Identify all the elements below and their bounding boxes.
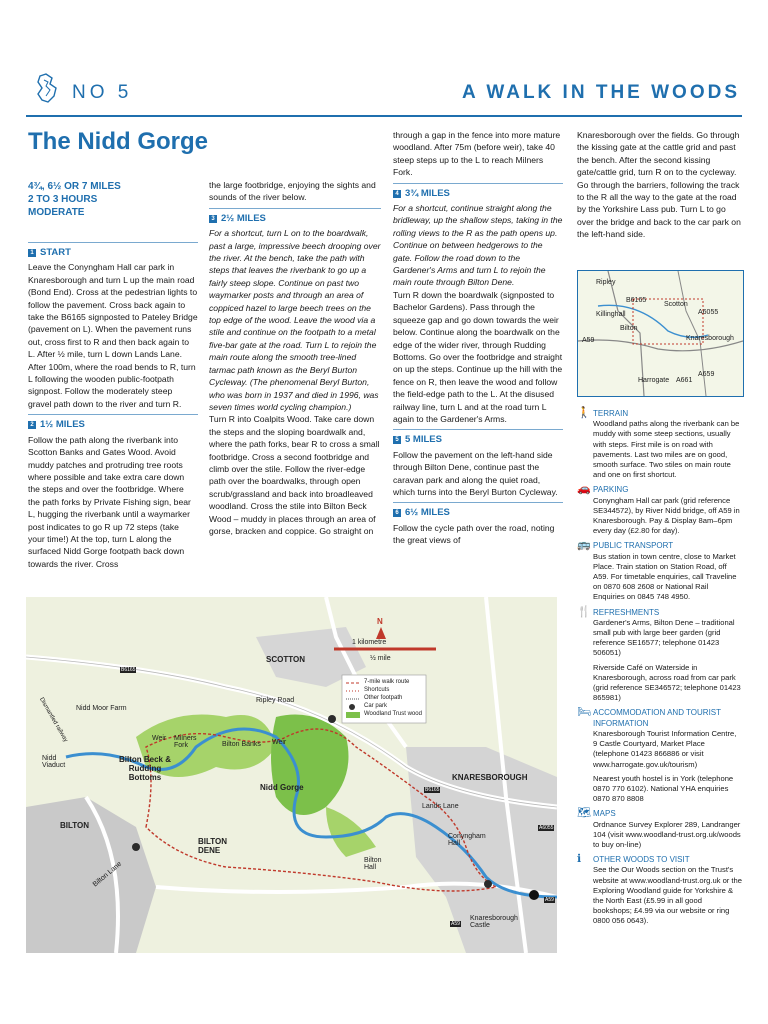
maps-text: Ordnance Survey Explorer 289, Landranger 104 (visit www.woodland-trust.org.uk/woods to buy on-line)	[593, 819, 741, 849]
column-3	[393, 129, 563, 547]
walk-number: NO 5	[72, 82, 133, 103]
series-title: A WALK IN THE WOODS	[462, 82, 740, 103]
accommodation-text-2: Nearest youth hostel is in York (telephone 0870 770 6102). National YHA enquiries 0870 870 8808	[593, 773, 734, 804]
map-label-road: B6165	[121, 667, 136, 673]
map-label-conyngham-hall: Conyngham Hall	[448, 833, 486, 847]
mini-label: A59	[582, 337, 595, 344]
accommodation-heading: 🛏 ACCOMMODATION AND TOURIST INFORMATION	[577, 706, 721, 728]
column-2	[209, 179, 381, 537]
section-6-text: Follow the cycle path over the road, noting the great views of	[393, 522, 555, 546]
mini-label: Scotton	[664, 301, 688, 308]
map-label-nidd-moor-farm: Nidd Moor Farm	[76, 705, 127, 712]
bus-icon: 🚌	[577, 539, 591, 552]
terrain-heading: 🚶 TERRAIN	[577, 407, 629, 419]
map-label-nidd-gorge: Nidd Gorge	[260, 783, 304, 792]
car-icon: 🚗	[577, 483, 591, 496]
refreshments-heading: 🍴 REFRESHMENTS	[577, 605, 660, 618]
mini-label: Killinghall	[596, 311, 626, 318]
legend-item: Woodland Trust wood	[364, 711, 422, 717]
section-5-heading: 5 5 MILES	[393, 429, 563, 446]
other-woods-text: See the Our Woods section on the Trust's website at www.woodland-trust.org.uk or the Exploring Woodland guide for Yorkshire & the North East (£5.99 in all good bookshops; £4.99 via our website or ring 0800 056 0643).	[593, 865, 742, 926]
parking-heading: 🚗 PARKING	[577, 483, 629, 496]
map-label-knaresborough-castle: Knaresborough Castle	[470, 915, 518, 929]
map-label-lands-lane: Lands Lane	[422, 803, 459, 810]
bed-icon: 🛏	[577, 706, 591, 719]
column-4-text: Knaresborough over the fields. Go through the kissing gate at the cattle grid and past the bench. After the second kissing gate/cattle grid, turn R on to the cycleway. Go through the barriers, following the track to the R all the way to the gate at the road by the Yorkshire Lass pub. Turn L to go over the bridge and back to the car park on the left-hand side.	[577, 130, 741, 240]
map-label-ripley-road: Ripley Road	[256, 697, 295, 704]
page-title: The Nidd Gorge	[28, 128, 208, 155]
walk-meta	[28, 180, 121, 219]
locator-map	[577, 270, 744, 397]
map-label-nidd-viaduct: Nidd Viaduct	[42, 755, 66, 769]
mini-label: A6055	[698, 309, 719, 316]
map-scale-mile: ½ mile	[370, 655, 391, 662]
section-5-text: Follow the pavement on the left-hand side through Bilton Dene, continue past the caravan park and along the quiet road, which turns into the Beryl Burton Cycleway.	[393, 449, 558, 497]
map-label-scotton: SCOTTON	[266, 655, 305, 664]
section-2-heading: 2 1½ MILES	[28, 414, 198, 431]
woodland-trust-logo	[32, 72, 62, 106]
map-label-weir: Weir	[152, 735, 167, 742]
walk-time: 2 TO 3 HOURS	[28, 194, 98, 205]
mini-label: Knaresborough	[686, 335, 734, 342]
walker-icon: 🚶	[577, 407, 591, 419]
section-3-text: Turn R into Coalpits Wood. Take care down the steps and the sloping boardwalk and, where the path forks, bear R to cross a small footbridge. Cross a second footbridge and climb over the stile. Follow the river-edge path over the boardwalks, through open scrub/grassland and back into broadleaved woodland. Cross the stile into Bilton Beck Wood – muddy in places through an area of gorse, bracken and coppice. Go straight on	[209, 414, 380, 536]
section-4-heading: 4 3¾ MILES	[393, 183, 563, 200]
map-label-weir-2: Weir	[272, 739, 287, 746]
legend-item: Car park	[364, 703, 388, 709]
other-woods-heading: ℹ OTHER WOODS TO VISIT	[577, 853, 690, 866]
column-3-intro: through a gap in the fence into more mature woodland. After 75m (before weir), take 40 steep steps up to the L to reach Milners Fork.	[393, 130, 561, 178]
column-4	[577, 129, 742, 241]
map-label-road: B6165	[425, 787, 440, 793]
mini-label: A661	[676, 377, 693, 384]
map-label-bilton-hall: Bilton Hall	[364, 857, 382, 871]
map-label-bilton: BILTON	[60, 821, 90, 830]
legend-item: 7-mile walk route	[364, 679, 410, 685]
refreshments-text-1: Gardener's Arms, Bilton Dene – traditional small pub with large beer garden (grid reference SE16577; telephone 01423 506051)	[593, 617, 735, 658]
mini-label: Harrogate	[638, 377, 670, 384]
map-label-bilton-banks: Bilton Banks	[222, 741, 261, 748]
column-2-intro: the large footbridge, enjoying the sights and sounds of the river below.	[209, 180, 376, 203]
map-north: N	[377, 617, 383, 626]
section-4-text: Turn R down the boardwalk (signposted to Bachelor Gardens). Pass through the squeeze gap and go down towards the weir below. Continue along the boardwalk on the edge of the wider river, through Rudding Bottoms. Go over the footbridge and straight on up the steps. Continue up the hill with the fence on R, then leave the wood and follow the field-edge path to the L. At the disused railway line, turn L and at the road turn L again to the Gardener's Arms.	[393, 289, 563, 424]
map-label-bilton-dene: BILTON DENE	[198, 837, 228, 855]
section-4-shortcut: For a shortcut, continue straight along the bridleway, up the shallow steps, taking in the rolling views to the R as the path opens up. Continue on between hedgerows to the gate. Follow the road down to the Gardener's Arms and turn L to rejoin the main route through Bilton Dene.	[393, 203, 563, 288]
terrain-text: Woodland paths along the riverbank can be muddy with some steep sections, usually with steps. First mile is on road with pavements. Last two miles are on good, smooth surface. Two stiles on main route and one on first shortcut.	[593, 419, 740, 480]
section-3-shortcut: For a shortcut, turn L on to the boardwalk, past a large, impressive beech drooping over the river. At the bench, take the path with steps that leaves the riverbank to go up a fairly steep slope. Continue on past two waymarker posts and through an area of coppiced hazel to large beech trees on the top edge of the wood. Leave the wood via a stile and continue on the footpath to a metal five-bar gate at the road. Turn L to rejoin the main route along the smooth tree-lined tarmac path known as the Beryl Burton Cycleway. (The phenomenal Beryl Burton, who was born in 1937 and died in 1996, was seven times world cycling champion.)	[209, 228, 381, 412]
cutlery-icon: 🍴	[577, 605, 591, 618]
map-label-road: A59	[451, 921, 460, 927]
walk-distance: 4¾, 6½ OR 7 MILES	[28, 181, 121, 192]
legend-item: Other footpath	[364, 695, 403, 701]
route-map	[26, 597, 557, 953]
section-6-heading: 6 6½ MILES	[393, 502, 563, 519]
info-icon: ℹ	[577, 853, 582, 866]
section-start-heading: 1 START	[28, 242, 198, 259]
info-sidebar	[577, 404, 742, 927]
transport-text: Bus station in town centre, close to Market Place. Train station on Station Road, off A59. For timetable enquiries, call Traveline on 0870 608 2608 or National Rail Enquiries on 0845 748 4950.	[593, 551, 737, 602]
mini-label: Ripley	[596, 279, 616, 286]
map-label-milners-fork: Milners Fork	[174, 735, 197, 749]
column-1	[28, 238, 198, 570]
map-label-road: A6055	[539, 825, 554, 831]
refreshments-text-2: Riverside Café on Waterside in Knaresborough, across road from car park (grid reference SE346572; telephone 01423 865981)	[593, 662, 741, 703]
section-2-text: Follow the path along the riverbank into Scotton Banks and Gates Wood. Avoid muddy patches and protruding tree roots where possible and take extra care down the steps and over the footbridge. Where the path forks by Private Fishing sign, bear L, hugging the riverbank until a waymarker post indicates to go R up 72 steps (take your time!) At the top, turn L along the surfaced Nidd Gorge footpath back down towards the river. Cross	[28, 434, 191, 569]
mini-label: Bilton	[620, 325, 638, 332]
mini-label: A659	[698, 371, 715, 378]
accommodation-text-1: Knaresborough Tourist Information Centre, 9 Castle Courtyard, Market Place (telephone 01423 866886 or visit www.harrogate.gov.uk/tourism)	[593, 728, 737, 769]
walk-difficulty: MODERATE	[28, 207, 85, 218]
map-label-bilton-beck: Bilton Beck & Rudding Bottoms	[118, 755, 171, 782]
header-rule	[26, 115, 742, 117]
parking-text: Conyngham Hall car park (grid reference SE344572), by River Nidd bridge, off A59 in Knaresborough. Pay & Display 8am–6pm every day (£2.80 for day).	[593, 495, 740, 536]
map-scale-km: 1 kilometre	[352, 639, 387, 646]
map-label-road: A59	[545, 897, 554, 903]
transport-heading: 🚌 PUBLIC TRANSPORT	[577, 539, 674, 552]
mini-label: B6165	[626, 297, 647, 304]
map-label-railway: Dismantled railway	[37, 696, 69, 744]
map-icon: 🗺	[577, 807, 591, 820]
section-3-heading: 3 2½ MILES	[209, 208, 381, 225]
maps-heading: 🗺 MAPS	[577, 807, 616, 820]
map-label-bilton-lane: Bilton Lane	[91, 860, 124, 889]
legend-item: Shortcuts	[364, 687, 390, 693]
map-label-knaresborough: KNARESBOROUGH	[452, 773, 528, 782]
section-start-text: Leave the Conyngham Hall car park in Knaresborough and turn L up the main road (Bond End). Cross at the pedestrian lights to follow the pavement. Cross back again to take the B6165 signposted to Pateley Bridge (pavement on L). When the pavement runs out, cross first to R and then back again to L. After ½ mile, turn L down Lands Lane. After 100m, where the road bends to R, turn L following the wooden public-footpath signpost. Follow the moderately steep gravel path down to the river and turn R.	[28, 262, 198, 409]
